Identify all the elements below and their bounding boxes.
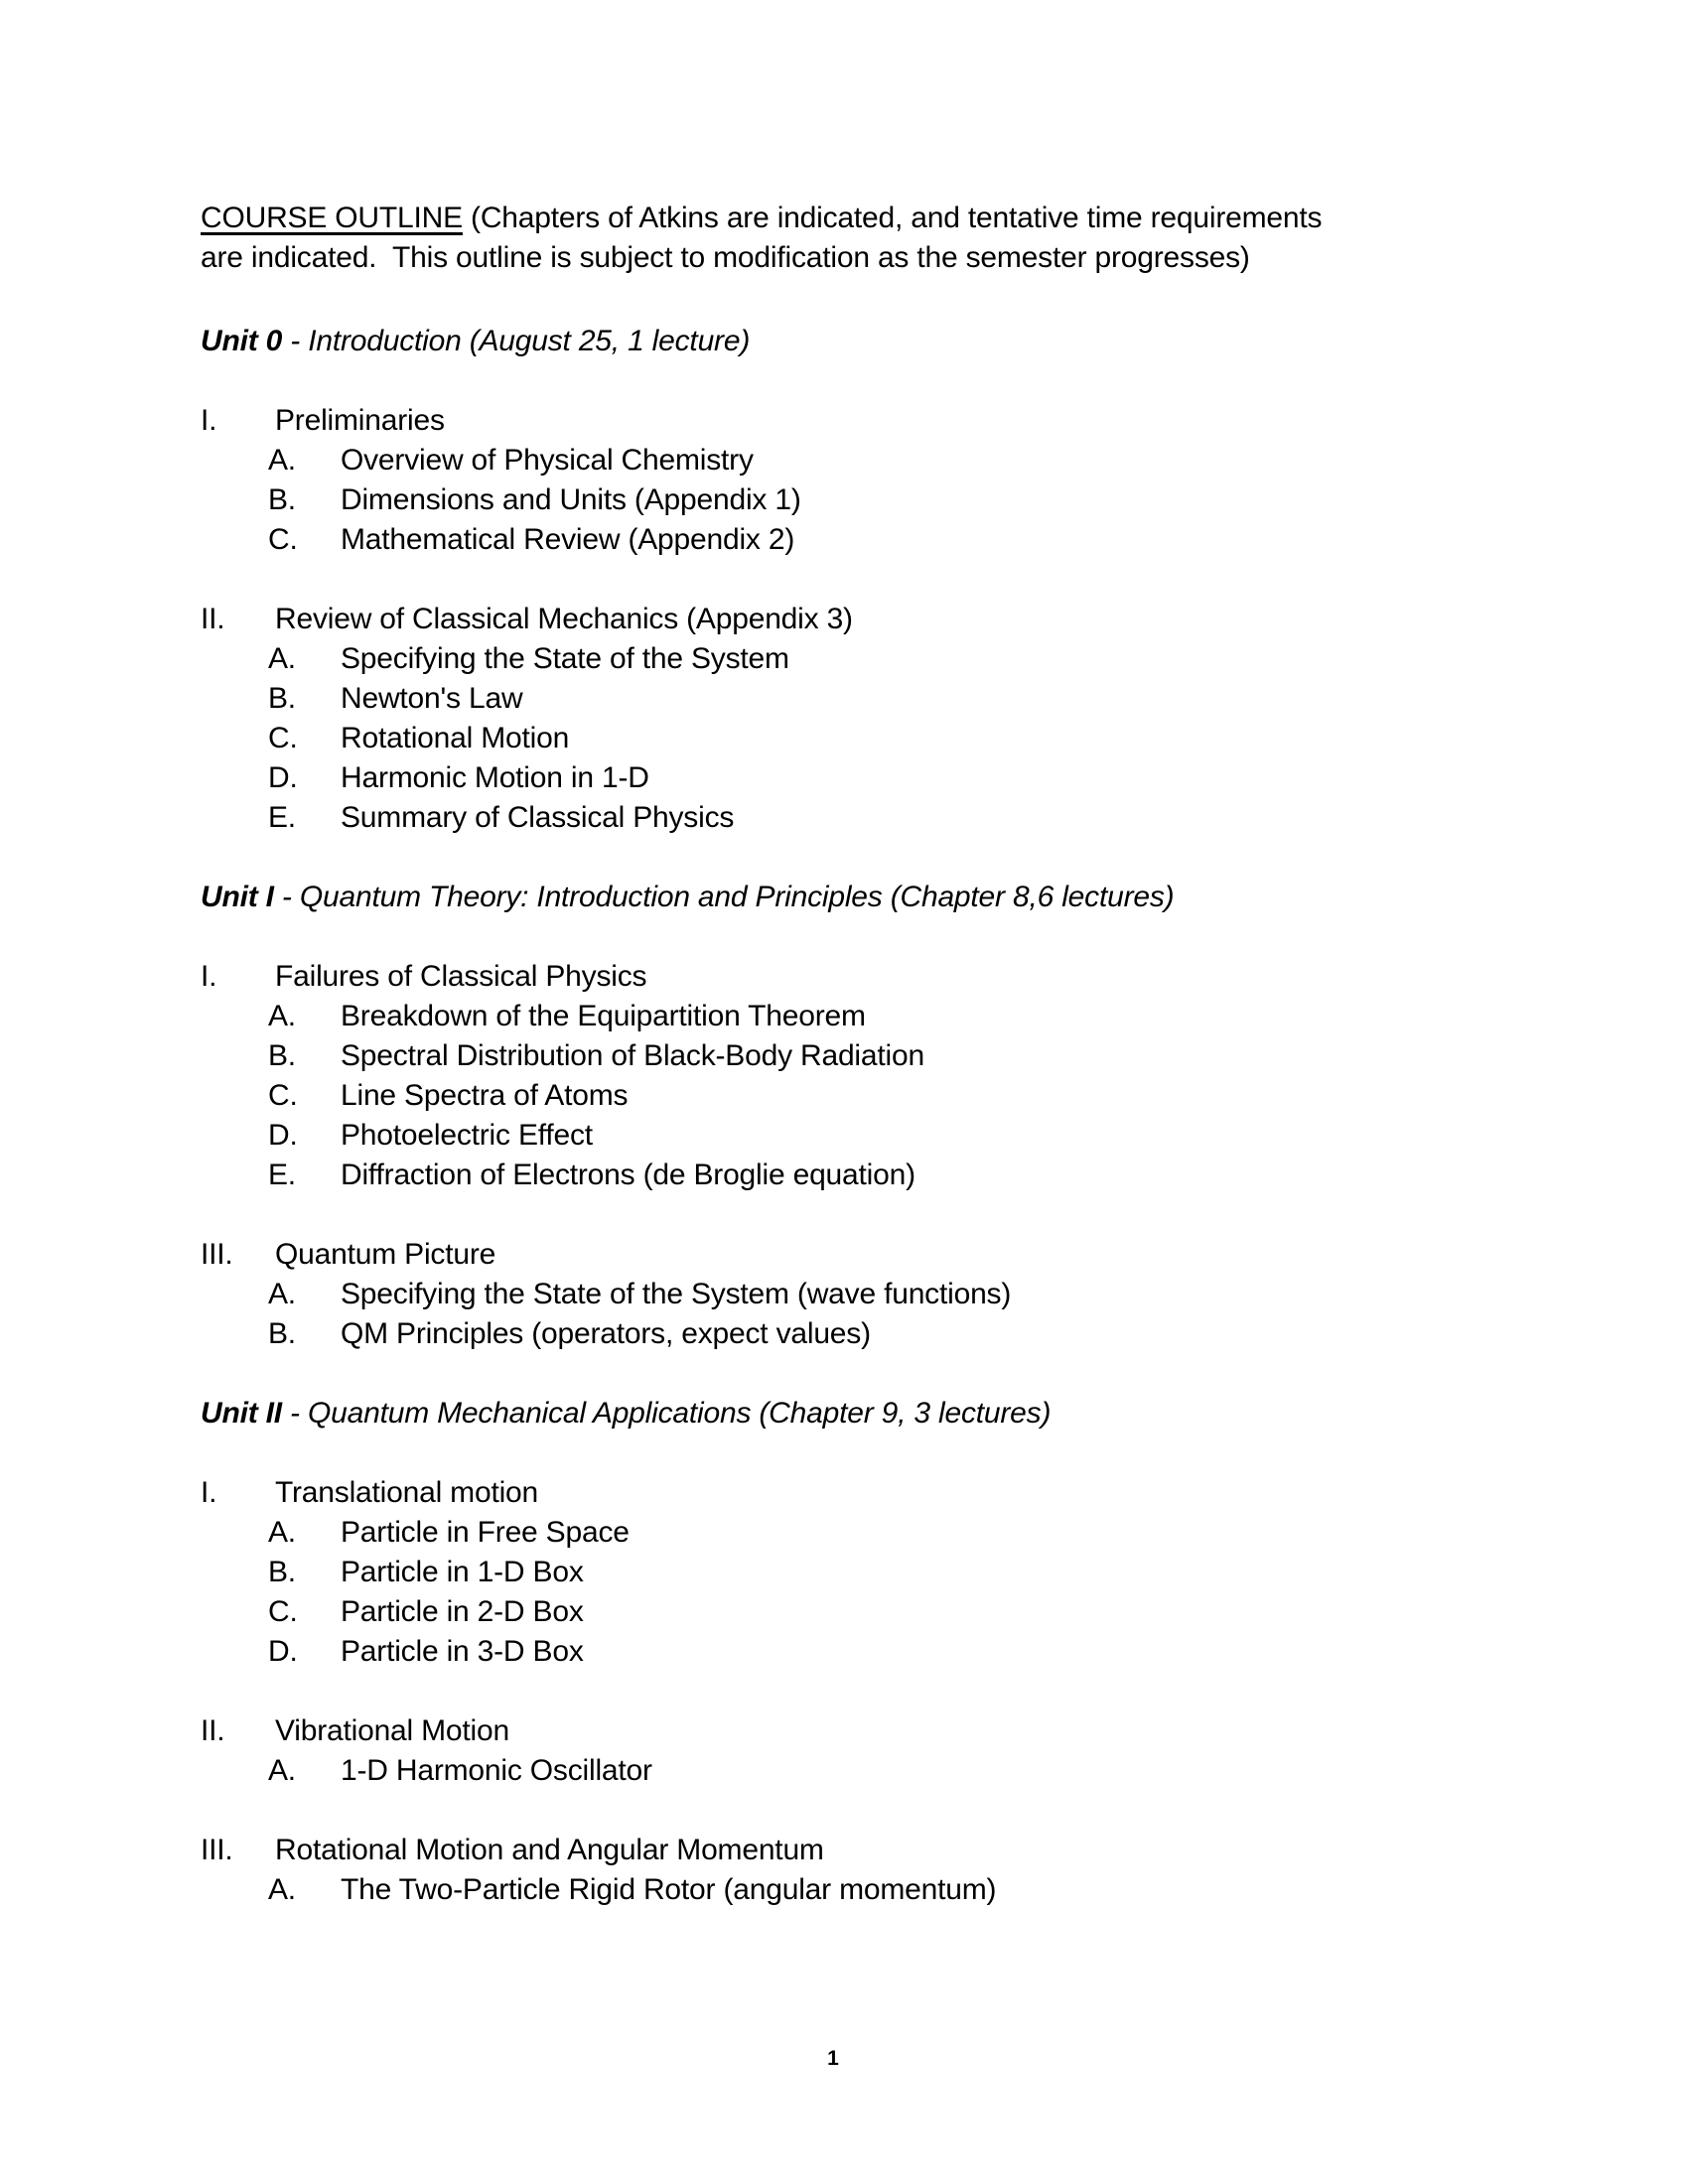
item-text: 1-D Harmonic Oscillator — [341, 1754, 652, 1787]
unit-subtitle: - Quantum Mechanical Applications (Chapter 9, 3 lectures) — [281, 1397, 1052, 1430]
outline-item — [201, 1314, 1452, 1354]
item-letter: C. — [268, 523, 298, 556]
item-text: QM Principles (operators, expect values) — [341, 1317, 871, 1350]
item-letter: B. — [268, 682, 296, 715]
item-text: Overview of Physical Chemistry — [341, 444, 754, 477]
section-numeral: II. — [201, 1714, 225, 1747]
outline-section — [201, 600, 1452, 838]
item-text: Particle in 1-D Box — [341, 1556, 584, 1588]
item-letter: A. — [268, 1278, 296, 1310]
item-letter: A. — [268, 1000, 296, 1032]
section-title: Review of Classical Mechanics (Appendix 3) — [275, 603, 853, 635]
section-numeral: I. — [201, 404, 217, 437]
outline-item — [201, 997, 1452, 1036]
item-letter: B. — [268, 1317, 296, 1350]
outline-item — [201, 1036, 1452, 1076]
outline-section — [201, 1831, 1452, 1910]
section-numeral: III. — [201, 1834, 233, 1866]
section-numeral: I. — [201, 960, 217, 993]
outline-item — [201, 1513, 1452, 1553]
unit-subtitle: - Introduction (August 25, 1 lecture) — [282, 325, 751, 357]
outline — [201, 322, 1452, 1910]
item-letter: E. — [268, 801, 296, 834]
item-letter: B. — [268, 1039, 296, 1072]
item-text: Specifying the State of the System (wave functions) — [341, 1278, 1012, 1310]
section-row — [201, 401, 1452, 441]
outline-item — [201, 1076, 1452, 1116]
document-content — [201, 199, 1452, 1950]
item-letter: B. — [268, 483, 296, 516]
header-line-1-rest: (Chapters of Atkins are indicated, and tentative time requirements — [462, 202, 1323, 234]
section-title: Vibrational Motion — [275, 1714, 509, 1747]
unit-label: Unit II — [201, 1397, 282, 1430]
section-title: Preliminaries — [275, 404, 445, 437]
item-letter: B. — [268, 1556, 296, 1588]
outline-item — [201, 1870, 1452, 1910]
course-outline-title: COURSE OUTLINE — [201, 202, 463, 234]
outline-item — [201, 639, 1452, 679]
outline-section — [201, 1473, 1452, 1672]
item-text: Spectral Distribution of Black-Body Radiation — [341, 1039, 924, 1072]
outline-section — [201, 957, 1452, 1195]
outline-section — [201, 1235, 1452, 1354]
unit-heading — [201, 1394, 1452, 1433]
unit-subtitle: - Quantum Theory: Introduction and Principles (Chapter 8,6 lectures) — [273, 881, 1175, 913]
outline-item — [201, 1275, 1452, 1314]
section-row — [201, 1473, 1452, 1513]
section-row — [201, 1711, 1452, 1751]
outline-item — [201, 1116, 1452, 1156]
section-numeral: I. — [201, 1476, 217, 1509]
outline-item — [201, 1592, 1452, 1632]
item-letter: C. — [268, 1595, 298, 1628]
outline-item — [201, 1553, 1452, 1592]
item-letter: E. — [268, 1159, 296, 1191]
outline-item — [201, 480, 1452, 520]
item-text: Dimensions and Units (Appendix 1) — [341, 483, 801, 516]
outline-item — [201, 758, 1452, 798]
item-text: Specifying the State of the System — [341, 642, 789, 675]
item-text: Summary of Classical Physics — [341, 801, 735, 834]
section-row — [201, 1831, 1452, 1870]
section-title: Failures of Classical Physics — [275, 960, 647, 993]
outline-item — [201, 719, 1452, 758]
outline-item — [201, 1156, 1452, 1195]
item-letter: A. — [268, 444, 296, 477]
section-title: Rotational Motion and Angular Momentum — [275, 1834, 824, 1866]
section-numeral: II. — [201, 603, 225, 635]
item-text: Harmonic Motion in 1-D — [341, 761, 649, 794]
outline-item — [201, 798, 1452, 838]
item-text: Breakdown of the Equipartition Theorem — [341, 1000, 866, 1032]
unit-heading — [201, 322, 1452, 361]
outline-section — [201, 401, 1452, 560]
unit-heading — [201, 878, 1452, 917]
item-text: Particle in 3-D Box — [341, 1635, 584, 1668]
item-letter: A. — [268, 642, 296, 675]
item-letter: C. — [268, 1079, 298, 1112]
outline-item — [201, 1751, 1452, 1791]
outline-item — [201, 441, 1452, 480]
outline-item — [201, 679, 1452, 719]
item-letter: A. — [268, 1754, 296, 1787]
outline-item — [201, 1632, 1452, 1672]
unit-label: Unit I — [201, 881, 274, 913]
item-text: The Two-Particle Rigid Rotor (angular momentum) — [341, 1873, 997, 1906]
header-paragraph — [201, 199, 1452, 278]
item-text: Photoelectric Effect — [341, 1119, 593, 1152]
section-row — [201, 1235, 1452, 1275]
item-text: Line Spectra of Atoms — [341, 1079, 629, 1112]
item-letter: A. — [268, 1873, 296, 1906]
section-row — [201, 957, 1452, 997]
item-letter: D. — [268, 1635, 298, 1668]
item-text: Mathematical Review (Appendix 2) — [341, 523, 795, 556]
item-letter: C. — [268, 722, 298, 754]
section-title: Translational motion — [275, 1476, 539, 1509]
outline-item — [201, 520, 1452, 560]
item-letter: D. — [268, 1119, 298, 1152]
item-text: Rotational Motion — [341, 722, 570, 754]
item-text: Diffraction of Electrons (de Broglie equation) — [341, 1159, 915, 1191]
outline-section — [201, 1711, 1452, 1791]
item-letter: A. — [268, 1516, 296, 1549]
item-text: Particle in 2-D Box — [341, 1595, 584, 1628]
item-letter: D. — [268, 761, 298, 794]
header-line-2: are indicated. This outline is subject to modification as the semester progresses) — [201, 241, 1250, 274]
unit-label: Unit 0 — [201, 325, 283, 357]
item-text: Newton's Law — [341, 682, 523, 715]
section-numeral: III. — [201, 1238, 233, 1271]
section-row — [201, 600, 1452, 639]
section-title: Quantum Picture — [275, 1238, 496, 1271]
item-text: Particle in Free Space — [341, 1516, 630, 1549]
header-line-1 — [201, 199, 1452, 238]
page-number: 1 — [827, 2047, 839, 2070]
